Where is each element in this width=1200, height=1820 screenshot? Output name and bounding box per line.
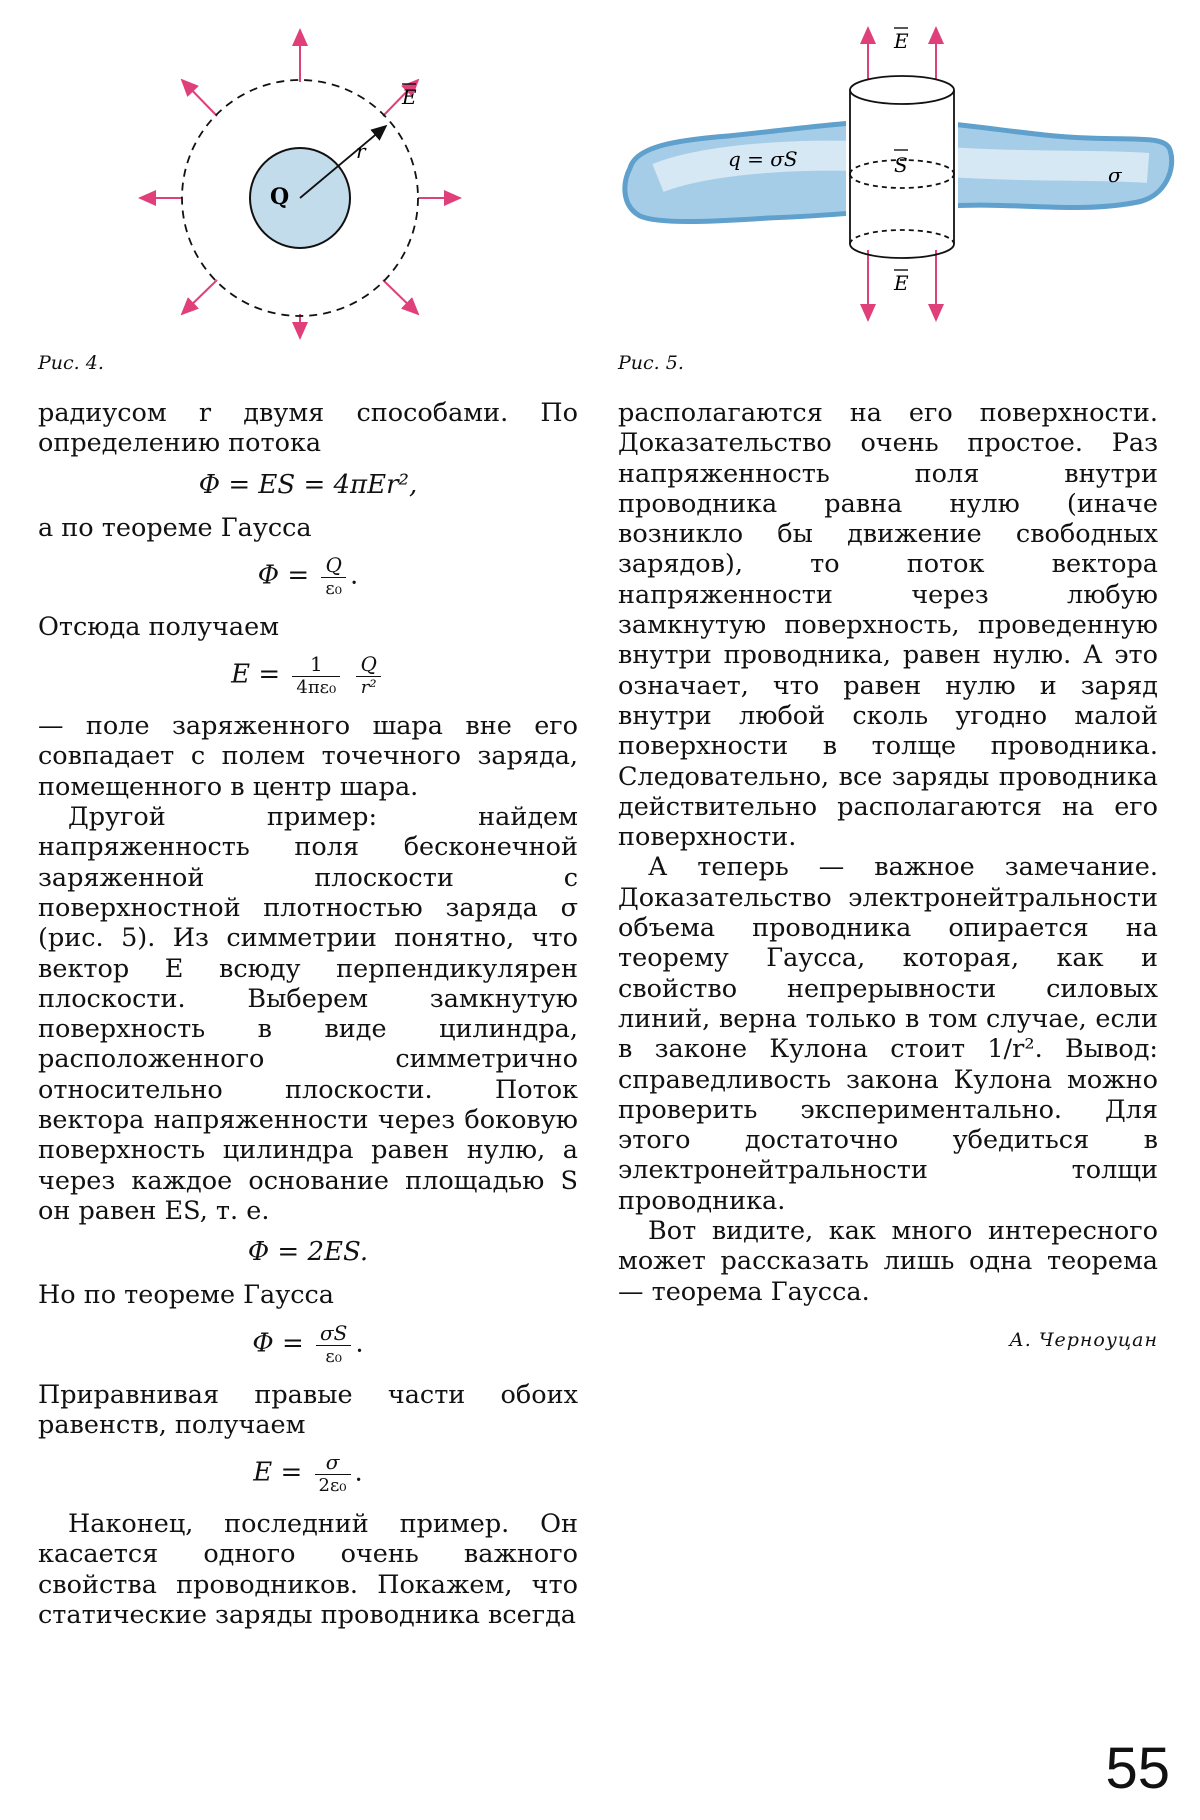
paragraph: А теперь — важное замечание. Доказательство электронейтральности объема проводника опирается на теорему Гаусса, которая, как и свойство непрерывности силовых линий, верна только в том случае, если в законе Кулона стоит 1/r². Вывод: справедливость закона Кулона можно проверить экспериментально. Для этого достаточно убедиться в электронейтральности толщи проводника. (618, 852, 1158, 1216)
formula-field-plane (38, 1450, 578, 1497)
numerator: Q (356, 652, 380, 677)
paragraph: располагаются на его поверхности. Доказательство очень простое. Раз напряженность поля внутри проводника равна нулю (иначе возникло бы движение свободных зарядов), то поток вектора напряженности через любую замкнутую поверхность, проведенную внутри проводника, равен нулю. А это означает, что равен нулю и заряд внутри любой сколь угодно малой поверхности в толще проводника. Следовательно, все заряды проводника действительно располагаются на его поверхности. (618, 398, 1158, 853)
paragraph: Отсюда получаем (38, 611, 280, 642)
paragraph: радиусом r двумя способами. По определению потока (38, 398, 578, 459)
denominator: ε₀ (325, 1345, 342, 1367)
formula-gauss (38, 553, 578, 600)
formula-lhs: E = (253, 1457, 303, 1488)
area-label: S (894, 153, 908, 177)
paragraph: Вот видите, как много интересного может рассказать лишь одна теорема — теорема Гаусса. (618, 1216, 1158, 1307)
figure-4-caption: Рис. 4. (38, 352, 104, 374)
formula-tail: . (354, 1457, 363, 1488)
denominator: 2ε₀ (318, 1475, 347, 1497)
author-signature: А. Черноуцан (1009, 1328, 1158, 1351)
formula-lhs: E = (231, 659, 281, 690)
paragraph: Приравнивая правые части обоих равенств, получаем (38, 1379, 578, 1440)
field-label: E (402, 85, 417, 109)
numerator: σS (316, 1321, 351, 1346)
fraction (292, 652, 340, 699)
numerator: Q (321, 553, 346, 578)
right-column (618, 398, 1158, 1351)
figure-4 (120, 20, 480, 350)
formula-lhs: Φ = (252, 1328, 304, 1359)
denominator: ε₀ (325, 577, 342, 599)
formula-flux: Φ = ES = 4πEr², (198, 469, 418, 500)
formula-lhs: Φ = (257, 560, 310, 591)
charge-label: Q (270, 184, 290, 210)
paragraph: Но по теореме Гаусса (38, 1280, 335, 1311)
denominator: 4πε₀ (296, 677, 337, 699)
left-column (38, 398, 578, 1630)
figure-5-caption: Рис. 5. (618, 352, 684, 374)
formula-gauss-plane (38, 1321, 578, 1368)
denominator: r² (360, 677, 377, 699)
radius-label: r (356, 139, 366, 163)
paragraph: Другой пример: найдем напряженность поля бесконечной заряженной плоскости с поверхностной плотностью заряда σ (рис. 5). Из симметрии понятно, что вектор E всюду перпендикулярен плоскости. Выберем замкнутую поверхность в виде цилиндра, расположенного симметрично относительно плоскости. Поток вектора напряженности через боковую поверхность цилиндра равен нулю, а через каждое основание площадью S он равен ES, т. е. (38, 802, 578, 1226)
density-label: σ (1108, 163, 1122, 187)
formula-flux-cylinder: Φ = 2ES. (247, 1237, 369, 1268)
figure-5 (618, 18, 1178, 328)
field-bottom-label: E (894, 271, 909, 295)
paragraph: а по теореме Гаусса (38, 512, 312, 543)
formula-field-sphere (38, 652, 578, 699)
formula-tail: . (355, 1328, 364, 1359)
numerator: 1 (292, 652, 340, 677)
charge-eq-label: q = σS (728, 147, 798, 171)
fraction (316, 1321, 351, 1368)
fraction (356, 652, 380, 699)
numerator: σ (315, 1450, 351, 1475)
paragraph: — поле заряженного шара вне его совпадает с полем точечного заряда, помещенного в центр шара. (38, 711, 578, 802)
paragraph: Наконец, последний пример. Он касается одного очень важного свойства проводников. Покажем, что статические заряды проводника всегда (38, 1509, 578, 1631)
formula-tail: . (349, 560, 359, 591)
fraction (321, 553, 346, 600)
fraction (315, 1450, 351, 1497)
page-number: 55 (1105, 1736, 1170, 1801)
field-top-label: E (894, 29, 909, 53)
